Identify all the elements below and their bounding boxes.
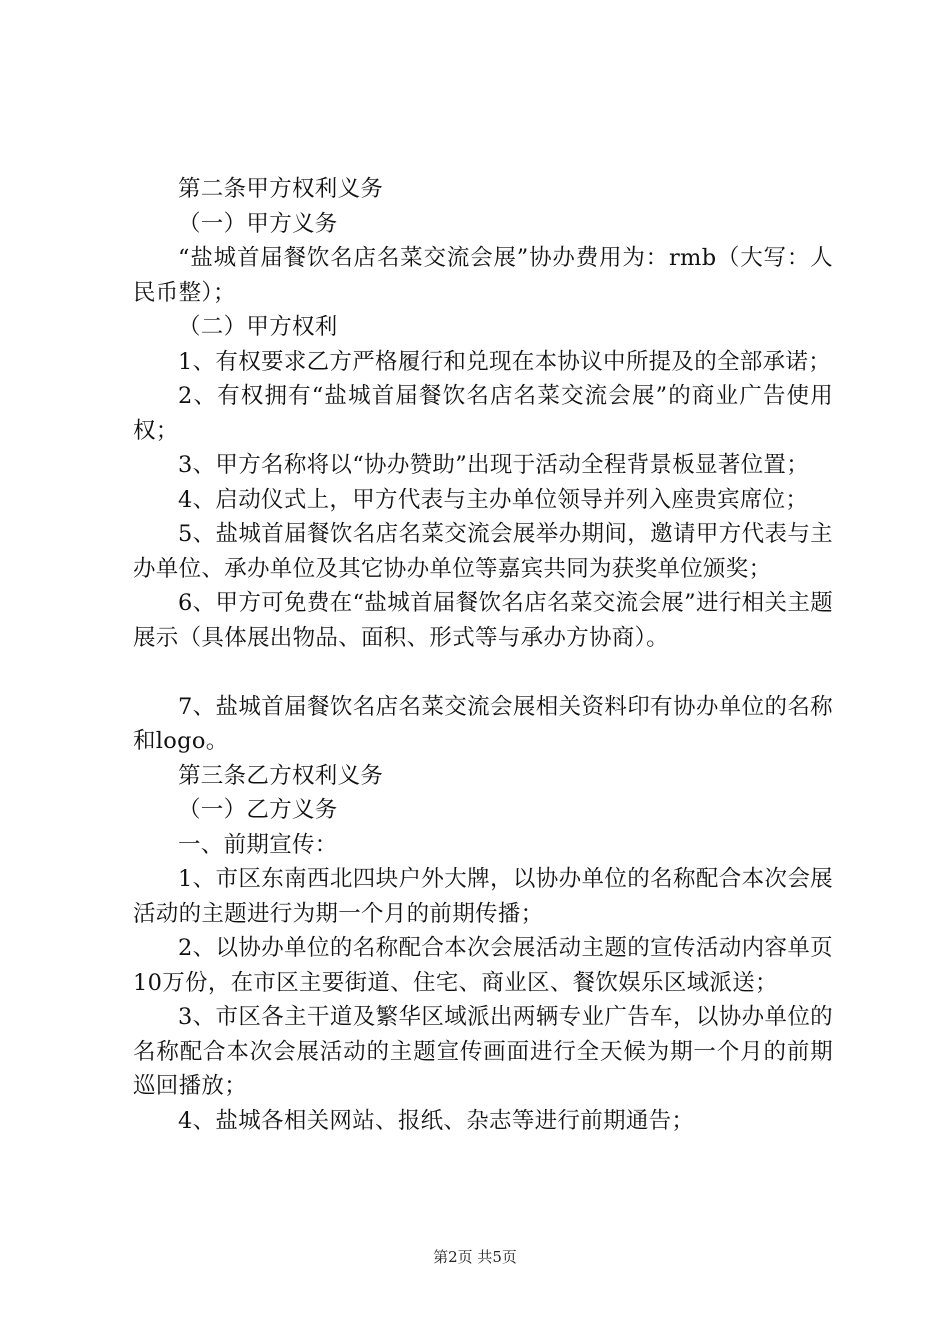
paragraph: 2、有权拥有“盐城首届餐饮名店名菜交流会展”的商业广告使用权； xyxy=(133,383,833,444)
document-body xyxy=(133,172,833,1138)
blank-line xyxy=(133,655,833,690)
party-a-obligations-heading: （一）甲方义务 xyxy=(178,210,338,237)
party-b-obligations-heading: （一）乙方义务 xyxy=(178,797,338,823)
paragraph: 1、有权要求乙方严格履行和兑现在本协议中所提及的全部承诺； xyxy=(178,348,832,375)
page-footer: 第2页 共5页 xyxy=(433,1248,517,1266)
paragraph: 3、市区各主干道及繁华区域派出两辆专业广告车，以协办单位的名称配合本次会展活动的主题宣传画面进行全天候为期一个月的前期巡回播放； xyxy=(133,1004,833,1099)
paragraph: 1、市区东南西北四块户外大牌，以协办单位的名称配合本次会展活动的主题进行为期一个月的前期传播； xyxy=(133,866,833,927)
paragraph: 4、启动仪式上，甲方代表与主办单位领导并列入座贵宾席位； xyxy=(178,486,809,513)
paragraph: 5、盐城首届餐饮名店名菜交流会展举办期间，邀请甲方代表与主办单位、承办单位及其它协办单位等嘉宾共同为获奖单位颁奖； xyxy=(133,521,833,582)
paragraph: 2、以协办单位的名称配合本次会展活动主题的宣传活动内容单页10万份，在市区主要街道、住宅、商业区、餐饮娱乐区域派送； xyxy=(133,935,833,996)
party-a-rights-heading: （二）甲方权利 xyxy=(178,314,338,340)
paragraph: 4、盐城各相关网站、报纸、杂志等进行前期通告； xyxy=(178,1107,695,1134)
paragraph: “盐城首届餐饮名店名菜交流会展”协办费用为：rmb（大写：人民币整）； xyxy=(133,245,833,306)
article-2-heading: 第二条甲方权利义务 xyxy=(178,176,384,202)
article-3-heading: 第三条乙方权利义务 xyxy=(178,762,384,789)
paragraph: 3、甲方名称将以“协办赞助”出现于活动全程背景板显著位置； xyxy=(178,452,810,478)
paragraph: 7、盐城首届餐饮名店名菜交流会展相关资料印有协办单位的名称和logo。 xyxy=(133,693,833,754)
paragraph: 6、甲方可免费在“盐城首届餐饮名店名菜交流会展”进行相关主题展示（具体展出物品、面积、形式等与承办方协商）。 xyxy=(133,590,833,651)
pre-publicity-heading: 一、前期宣传： xyxy=(178,831,338,858)
